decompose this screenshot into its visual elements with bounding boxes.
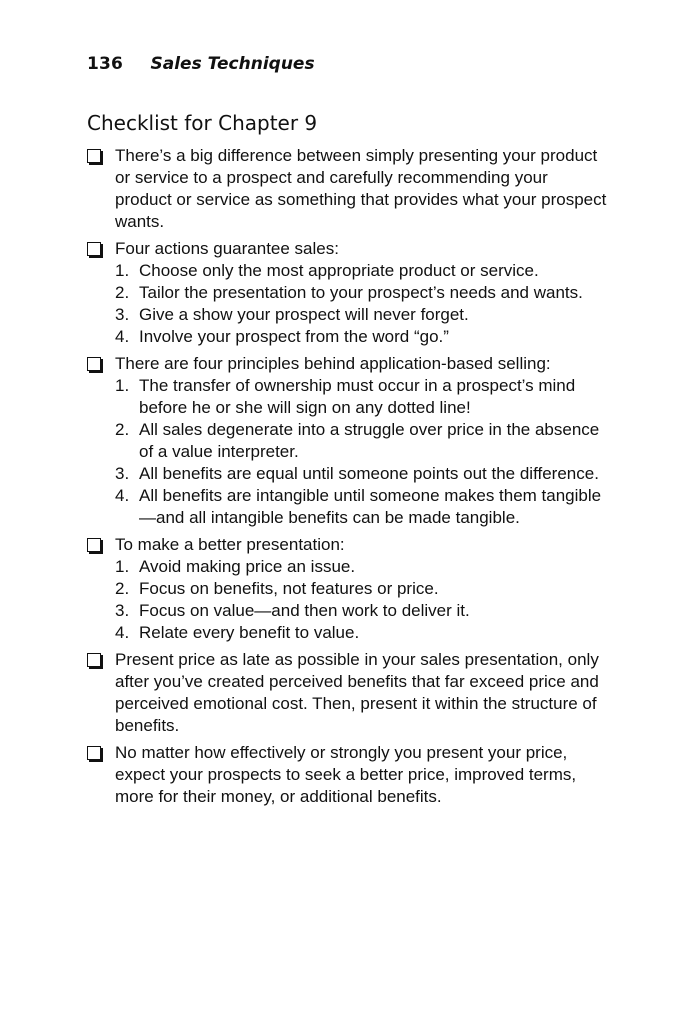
item-number: 4. (115, 623, 130, 642)
checkbox-icon (87, 746, 101, 760)
numbered-item (115, 600, 607, 622)
checklist (87, 145, 607, 813)
numbered-item (115, 260, 607, 282)
numbered-item (115, 326, 607, 348)
numbered-sublist (115, 260, 607, 348)
numbered-item (115, 419, 607, 463)
numbered-item-text: Tailor the presentation to your prospect’s needs and wants. (139, 283, 583, 302)
checkbox-icon (87, 538, 101, 552)
numbered-item-text: Give a show your prospect will never forget. (139, 305, 469, 324)
checklist-item (87, 742, 607, 808)
checklist-item (87, 238, 607, 348)
checklist-item (87, 649, 607, 737)
checklist-item-text: Present price as late as possible in your sales presentation, only after you’ve created perceived benefits that far exceed price and perceived emotional cost. Then, present it within the structure of benefits. (115, 650, 599, 735)
item-number: 2. (115, 283, 130, 302)
numbered-sublist (115, 556, 607, 644)
checkbox-icon (87, 149, 101, 163)
checklist-item (87, 353, 607, 529)
checklist-item (87, 534, 607, 644)
checklist-item (87, 145, 607, 233)
numbered-item-text: Avoid making price an issue. (139, 557, 356, 576)
numbered-item-text: All benefits are intangible until someone makes them tangible—and all intangible benefits can be made tangible. (139, 486, 602, 527)
checklist-item-text: To make a better presentation: (115, 535, 345, 554)
checklist-item-text: Four actions guarantee sales: (115, 239, 339, 258)
numbered-item (115, 556, 607, 578)
numbered-item-text: Relate every benefit to value. (139, 623, 360, 642)
numbered-sublist (115, 375, 607, 529)
numbered-item-text: Focus on value—and then work to deliver it. (139, 601, 470, 620)
chapter-checklist-title: Checklist for Chapter 9 (87, 111, 318, 135)
checkbox-icon (87, 357, 101, 371)
item-number: 3. (115, 305, 130, 324)
checkbox-icon (87, 653, 101, 667)
numbered-item-text: All benefits are equal until someone points out the difference. (139, 464, 599, 483)
item-number: 1. (115, 376, 130, 395)
numbered-item-text: Focus on benefits, not features or price. (139, 579, 439, 598)
numbered-item (115, 578, 607, 600)
item-number: 3. (115, 601, 130, 620)
item-number: 4. (115, 486, 130, 505)
numbered-item (115, 485, 607, 529)
page-number: 136 (87, 54, 124, 74)
item-number: 1. (115, 261, 130, 280)
numbered-item (115, 463, 607, 485)
numbered-item-text: The transfer of ownership must occur in a prospect’s mind before he or she will sign on any dotted line! (139, 376, 576, 417)
numbered-item (115, 622, 607, 644)
item-number: 3. (115, 464, 130, 483)
numbered-item (115, 375, 607, 419)
checklist-item-text: No matter how effectively or strongly you present your price, expect your prospects to seek a better price, improved terms, more for their money, or additional benefits. (115, 743, 577, 806)
running-head (87, 54, 315, 74)
numbered-item (115, 282, 607, 304)
item-number: 2. (115, 579, 130, 598)
numbered-item (115, 304, 607, 326)
checklist-item-text: There are four principles behind application-based selling: (115, 354, 551, 373)
item-number: 2. (115, 420, 130, 439)
checkbox-icon (87, 242, 101, 256)
item-number: 1. (115, 557, 130, 576)
section-title: Sales Techniques (150, 54, 315, 74)
item-number: 4. (115, 327, 130, 346)
numbered-item-text: All sales degenerate into a struggle over price in the absence of a value interpreter. (139, 420, 600, 461)
numbered-item-text: Choose only the most appropriate product or service. (139, 261, 539, 280)
numbered-item-text: Involve your prospect from the word “go.” (139, 327, 449, 346)
checklist-item-text: There’s a big difference between simply presenting your product or service to a prospect and carefully recommending your product or service as something that provides what your prospect wants. (115, 146, 607, 231)
